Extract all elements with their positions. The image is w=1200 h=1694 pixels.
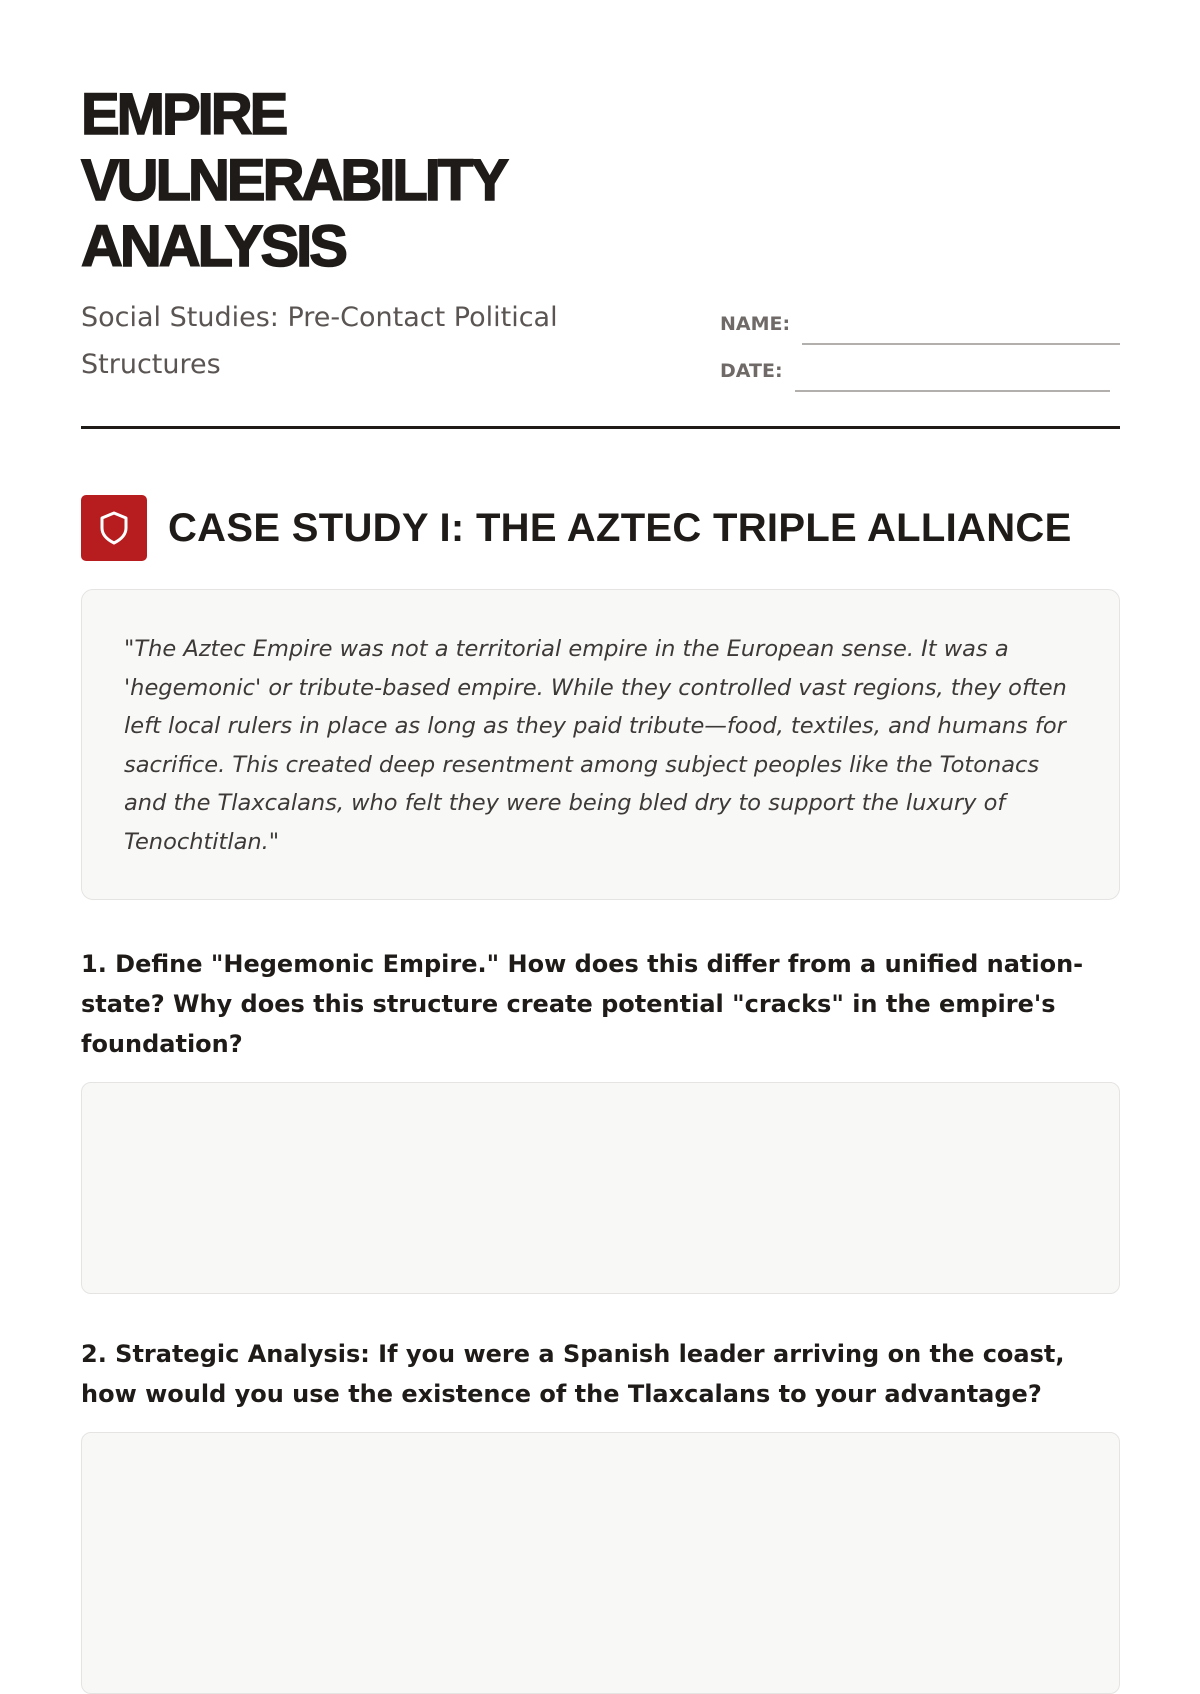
shield-icon [81,495,147,561]
question-2: 2. Strategic Analysis: If you were a Spanish leader arriving on the coast, how would you use the existence of the Tlaxcalans to your advantage? [81,1340,1065,1408]
header-row [81,294,1120,392]
worksheet-title: EMPIRE VULNERABILITY ANALYSIS [81,82,505,279]
date-field [720,345,1120,392]
section-title: CASE STUDY I: THE AZTEC TRIPLE ALLIANCE [168,505,1072,550]
section-header [81,495,1120,561]
name-field [720,298,1120,345]
question-1: 1. Define "Hegemonic Empire." How does this differ from a unified nation-state? Why does this structure create potential "cracks" in the empire's foundation? [81,950,1084,1058]
student-fields [720,294,1120,392]
date-label: DATE: [720,360,783,382]
date-input-line[interactable] [795,360,1110,392]
answer-box-1[interactable] [81,1082,1120,1294]
answer-box-2[interactable] [81,1432,1120,1694]
header-divider [81,426,1120,429]
source-quote: "The Aztec Empire was not a territorial empire in the European sense. It was a 'hegemonic' or tribute-based empire. While they controlled vast regions, they often left local rulers in place as long as they paid tribute—food, textiles, and humans for sacrifice. This created deep resentment among subject peoples like the Totonacs and the Tlaxcalans, who felt they were being bled dry to support the luxury of Tenochtitlan." [81,589,1120,900]
name-label: NAME: [720,313,791,335]
name-input-line[interactable] [802,313,1120,345]
subtitle: Social Studies: Pre-Contact Political Structures [81,302,558,380]
